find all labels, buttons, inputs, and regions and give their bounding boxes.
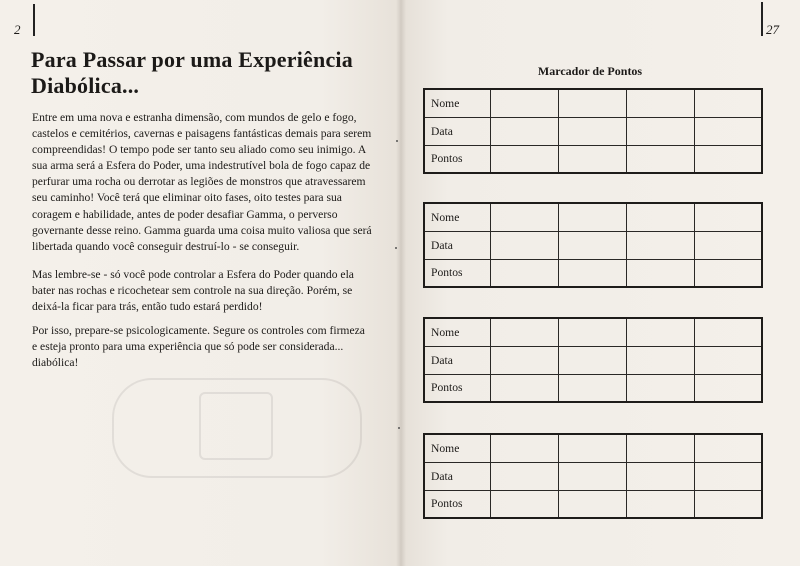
score-row-points [424,145,762,173]
blank-cell [626,318,694,346]
blank-cell [559,231,627,259]
score-row-date [424,462,762,490]
blank-cell [626,89,694,117]
blank-cell [694,490,762,518]
row-label-name: Nome [424,89,491,117]
score-row-points [424,374,762,402]
blank-cell [626,462,694,490]
row-label-date: Data [424,231,491,259]
blank-cell [626,117,694,145]
blank-cell [626,346,694,374]
row-label-points: Pontos [424,374,491,402]
score-row-name [424,434,762,462]
blank-cell [694,346,762,374]
row-label-name: Nome [424,203,491,231]
page-title [31,47,381,99]
page-number-right: 27 [766,22,779,37]
intro-paragraph: Entre em uma nova e estranha dimensão, com mundos de gelo e fogo, castelos e cemitérios, cavernas e paisagens fantásticas demais para serem compreendidas! O tempo pode ser tanto seu aliado como seu inimigo. A sua arma será a Esfera do Poder, uma indestrutível bola de fogo capaz de perfurar uma rocha ou derrotar as legiões de monstros que atravessarem seu caminho! Você terá que eliminar oito fases, oito testes para sua coragem e habilidade, antes de poder desafiar Gamma, o perverso governante desse reino. Gamma guarda uma coisa muito valiosa que será libertada quando você conseguir destruí-lo - se conseguir. [32,111,372,253]
warning-paragraph: Mas lembre-se - só você pode controlar a Esfera do Poder quando ela bater nas rochas e ricochetear sem controle na sua direção. Porém, se deixá-la ficar para trás, então tudo estará perdido! [32,268,354,314]
blank-cell [559,346,627,374]
blank-cell [626,374,694,402]
blank-cell [491,259,559,287]
title-line-2: Diabólica... [31,73,140,98]
blank-cell [559,117,627,145]
blank-cell [559,259,627,287]
score-table [423,88,763,174]
score-row-points [424,490,762,518]
blank-cell [694,145,762,173]
right-edge-rule [761,2,763,36]
row-label-points: Pontos [424,490,491,518]
blank-cell [491,203,559,231]
score-row-points [424,259,762,287]
print-speck [395,247,397,249]
book-gutter [396,0,406,566]
blank-cell [559,462,627,490]
blank-cell [559,434,627,462]
blank-cell [491,231,559,259]
blank-cell [559,89,627,117]
row-label-date: Data [424,117,491,145]
blank-cell [559,318,627,346]
blank-cell [626,259,694,287]
faded-game-gear-illustration [112,378,362,478]
row-label-date: Data [424,462,491,490]
blank-cell [694,89,762,117]
score-table [423,202,763,288]
blank-cell [694,117,762,145]
row-label-points: Pontos [424,259,491,287]
score-row-date [424,117,762,145]
blank-cell [491,145,559,173]
blank-cell [694,259,762,287]
blank-cell [491,318,559,346]
blank-cell [626,434,694,462]
blank-cell [491,89,559,117]
row-label-name: Nome [424,318,491,346]
page-number-left: 2 [14,22,21,37]
blank-cell [559,145,627,173]
print-speck [396,140,398,142]
score-row-name [424,318,762,346]
blank-cell [694,231,762,259]
row-label-name: Nome [424,434,491,462]
title-line-1: Para Passar por uma Experiência [31,47,353,72]
score-row-date [424,231,762,259]
blank-cell [694,434,762,462]
blank-cell [626,203,694,231]
blank-cell [491,490,559,518]
closing-paragraph: Por isso, prepare-se psicologicamente. Segure os controles com firmeza e esteja pronto para uma experiência que só pode ser considerada... diabólica! [32,324,365,370]
blank-cell [559,490,627,518]
blank-cell [626,145,694,173]
score-row-name [424,203,762,231]
blank-cell [491,346,559,374]
score-sheet-heading: Marcador de Pontos [537,64,643,78]
blank-cell [694,318,762,346]
score-table [423,317,763,403]
blank-cell [559,374,627,402]
blank-cell [491,374,559,402]
blank-cell [491,117,559,145]
row-label-points: Pontos [424,145,491,173]
blank-cell [626,231,694,259]
blank-cell [694,462,762,490]
blank-cell [626,490,694,518]
score-table [423,433,763,519]
left-edge-rule [33,4,35,36]
print-speck [398,427,400,429]
score-row-date [424,346,762,374]
blank-cell [491,462,559,490]
blank-cell [491,434,559,462]
score-row-name [424,89,762,117]
row-label-date: Data [424,346,491,374]
blank-cell [694,374,762,402]
blank-cell [694,203,762,231]
blank-cell [559,203,627,231]
